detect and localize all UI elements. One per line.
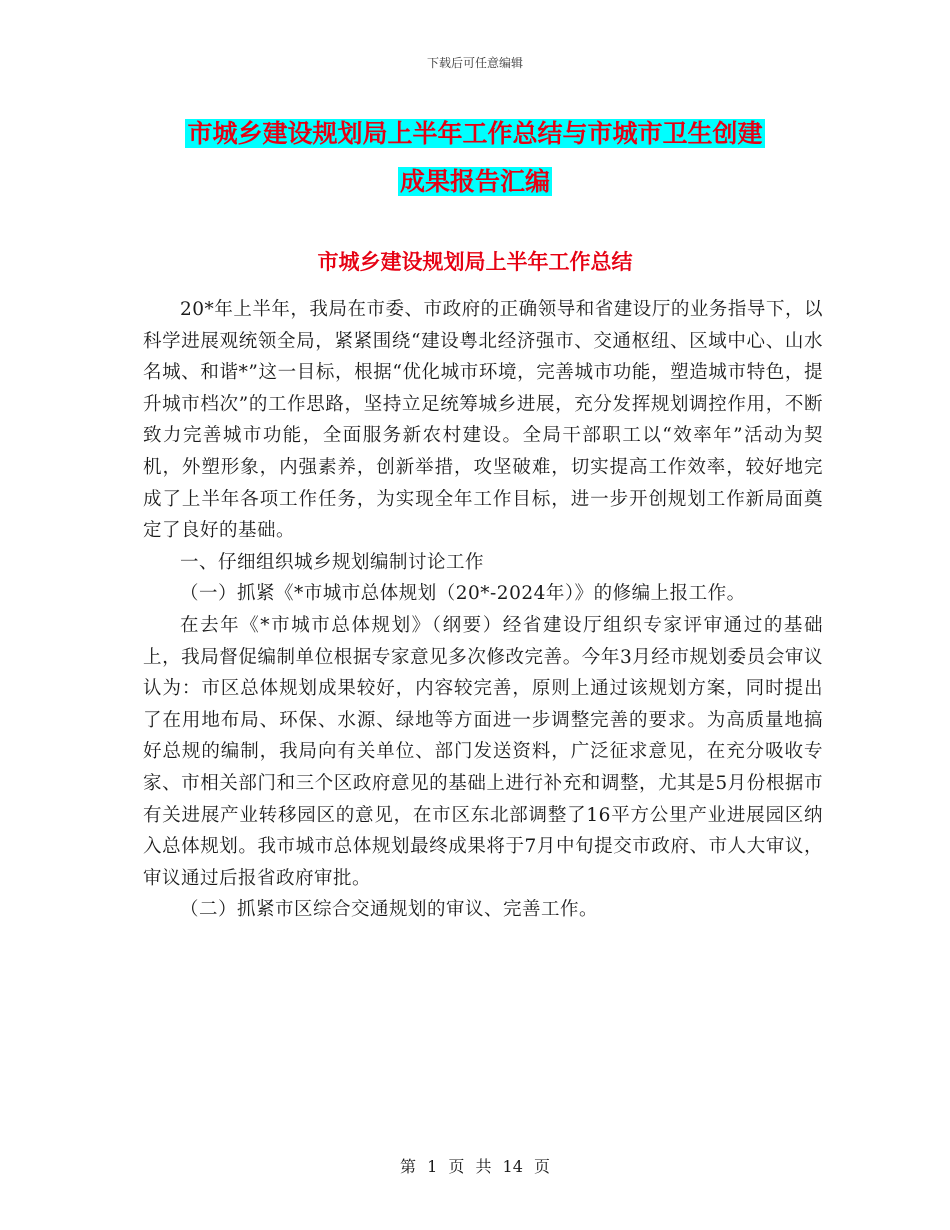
document-title: [0, 110, 950, 206]
header-note: 下载后可任意编辑: [426, 56, 523, 70]
paragraph: 一、仔细组织城乡规划编制讨论工作: [180, 551, 485, 573]
paragraph: （二）抓紧市区综合交通规划的审议、完善工作。: [180, 899, 599, 921]
paragraph: （一）抓紧《*市城市总体规划（20*-2024年）》的修编上报工作。: [180, 583, 746, 605]
title-line-2: 成果报告汇编: [399, 167, 550, 196]
body-text: [143, 294, 823, 926]
paragraph: 在去年《*市城市总体规划》（纲要）经省建设厅组织专家评审通过的基础上，我局督促编制单位根据专家意见多次修改完善。今年3月经市规划委员会审议认为：市区总体规划成果较好，内容较完善，原则上通过该规划方案，同时提出了在用地布局、环保、水源、绿地等方面进一步调整完善的要求。为高质量地搞好总规的编制，我局向有关单位、部门发送资料，广泛征求意见，在充分吸收专家、市相关部门和三个区政府意见的基础上进行补充和调整，尤其是5月份根据市有关进展产业转移园区的意见，在市区东北部调整了16平方公里产业进展园区纳入总体规划。我市城市总体规划最终成果将于7月中旬提交市政府、市人大审议，审议通过后报省政府审批。: [143, 614, 823, 889]
paragraph: 20*年上半年，我局在市委、市政府的正确领导和省建设厅的业务指导下，以科学进展观统领全局，紧紧围绕“建设粤北经济强市、交通枢纽、区域中心、山水名城、和谐*”这一目标，根据“优化城市环境，完善城市功能，塑造城市特色，提升城市档次”的工作思路，坚持立足统筹城乡进展，充分发挥规划调控作用，不断致力完善城市功能，全面服务新农村建设。全局干部职工以“效率年”活动为契机，外塑形象，内强素养，创新举措，攻坚破难，切实提高工作效率，较好地完成了上半年各项工作任务，为实现全年工作目标，进一步开创规划工作新局面奠定了良好的基础。: [143, 299, 823, 542]
title-line-1: 市城乡建设规划局上半年工作总结与市城市卫生创建: [187, 119, 763, 148]
page-footer: 第 1 页 共 14 页: [400, 1157, 550, 1176]
section-title: 市城乡建设规划局上半年工作总结: [317, 250, 633, 274]
